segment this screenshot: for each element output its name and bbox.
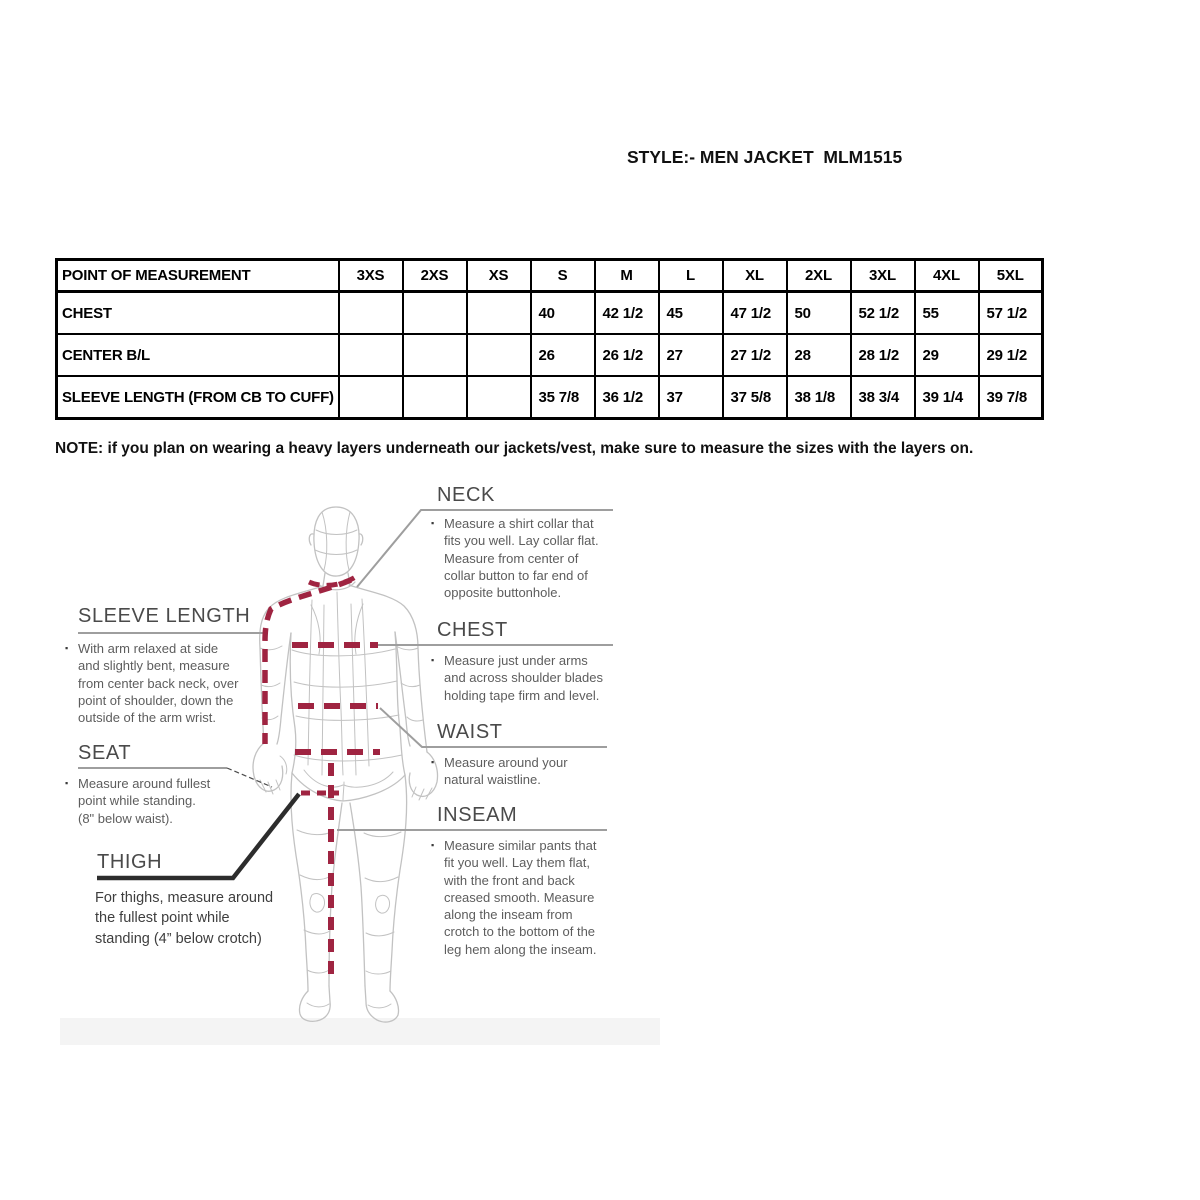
cell: 42 1/2 — [595, 292, 659, 335]
sleeve-measure-line — [265, 580, 351, 744]
neck-text: ▪ Measure a shirt collar that fits you well. Lay collar flat. Measure from center of collar button to far end of opposite buttonhole. — [431, 516, 599, 601]
col-header-3xs: 3XS — [339, 260, 403, 292]
cell: 57 1/2 — [979, 292, 1043, 335]
thigh-heading: THIGH — [97, 851, 163, 873]
cell: 28 1/2 — [851, 334, 915, 376]
col-header-point-of-measurement: POINT OF MEASUREMENT — [57, 260, 339, 292]
sleeve-length-text: ▪ With arm relaxed at side and slightly bent, measure from center back neck, over point of shoulder, down the outside of the arm wrist. — [65, 641, 239, 726]
waist-text: ▪ Measure around your natural waistline. — [431, 755, 568, 788]
seat-heading: SEAT — [78, 742, 132, 764]
cell — [403, 292, 467, 335]
cell — [339, 334, 403, 376]
cell: 26 1/2 — [595, 334, 659, 376]
page-title: STYLE:- MEN JACKET MLM1515 — [627, 147, 903, 167]
waist-heading: WAIST — [437, 721, 503, 743]
cell — [467, 376, 531, 419]
cell — [467, 334, 531, 376]
bullet-icon: ▪ — [431, 518, 435, 528]
chest-text: ▪ Measure just under arms and across shoulder blades holding tape firm and level. — [431, 653, 603, 703]
thigh-text: For thighs, measure around the fullest point while standing (4” below crotch) — [95, 890, 274, 947]
cell: 27 1/2 — [723, 334, 787, 376]
col-header-s: S — [531, 260, 595, 292]
sleeve-length-heading: SLEEVE LENGTH — [78, 605, 251, 627]
col-header-4xl: 4XL — [915, 260, 979, 292]
row-label: CHEST — [57, 292, 339, 335]
col-header-2xs: 2XS — [403, 260, 467, 292]
cell: 29 — [915, 334, 979, 376]
cell: 29 1/2 — [979, 334, 1043, 376]
bullet-icon: ▪ — [65, 643, 69, 653]
table-header-row — [57, 260, 1043, 292]
size-table — [55, 258, 1044, 420]
cell — [467, 292, 531, 335]
seat-leader-line — [227, 768, 272, 787]
chest-heading: CHEST — [437, 619, 508, 641]
col-header-2xl: 2XL — [787, 260, 851, 292]
col-header-3xl: 3XL — [851, 260, 915, 292]
col-header-m: M — [595, 260, 659, 292]
bullet-icon: ▪ — [431, 655, 435, 665]
table-row-center-bl — [57, 334, 1043, 376]
cell: 37 5/8 — [723, 376, 787, 419]
neck-heading: NECK — [437, 484, 495, 506]
cell: 28 — [787, 334, 851, 376]
cell: 37 — [659, 376, 723, 419]
cell: 36 1/2 — [595, 376, 659, 419]
table-row-chest — [57, 292, 1043, 335]
inseam-text: ▪ Measure similar pants that fit you well. Lay them flat, with the front and back creased smooth. Measure along the inseam from crotch to the bottom of the leg hem along the inseam. — [431, 838, 597, 957]
table-row-sleeve-length — [57, 376, 1043, 419]
cell — [339, 376, 403, 419]
col-header-xs: XS — [467, 260, 531, 292]
cell: 39 7/8 — [979, 376, 1043, 419]
cell: 47 1/2 — [723, 292, 787, 335]
bullet-icon: ▪ — [65, 778, 69, 788]
col-header-xl: XL — [723, 260, 787, 292]
cell — [339, 292, 403, 335]
inseam-heading: INSEAM — [437, 804, 518, 826]
seat-text: ▪ Measure around fullest point while standing. (8" below waist). — [65, 776, 211, 826]
bullet-icon: ▪ — [431, 757, 435, 767]
cell: 27 — [659, 334, 723, 376]
cell: 39 1/4 — [915, 376, 979, 419]
cell: 35 7/8 — [531, 376, 595, 419]
col-header-5xl: 5XL — [979, 260, 1043, 292]
cell — [403, 376, 467, 419]
cell: 50 — [787, 292, 851, 335]
measurement-guide — [60, 470, 660, 1045]
cell: 38 3/4 — [851, 376, 915, 419]
bullet-icon: ▪ — [431, 840, 435, 850]
cell: 52 1/2 — [851, 292, 915, 335]
cell: 55 — [915, 292, 979, 335]
row-label: SLEEVE LENGTH (FROM CB TO CUFF) — [57, 376, 339, 419]
cell: 40 — [531, 292, 595, 335]
note-text: NOTE: if you plan on wearing a heavy layers underneath our jackets/vest, make sure to measure the sizes with the layers on. — [55, 440, 974, 457]
cell — [403, 334, 467, 376]
cell: 38 1/8 — [787, 376, 851, 419]
row-label: CENTER B/L — [57, 334, 339, 376]
cell: 45 — [659, 292, 723, 335]
col-header-l: L — [659, 260, 723, 292]
cell: 26 — [531, 334, 595, 376]
